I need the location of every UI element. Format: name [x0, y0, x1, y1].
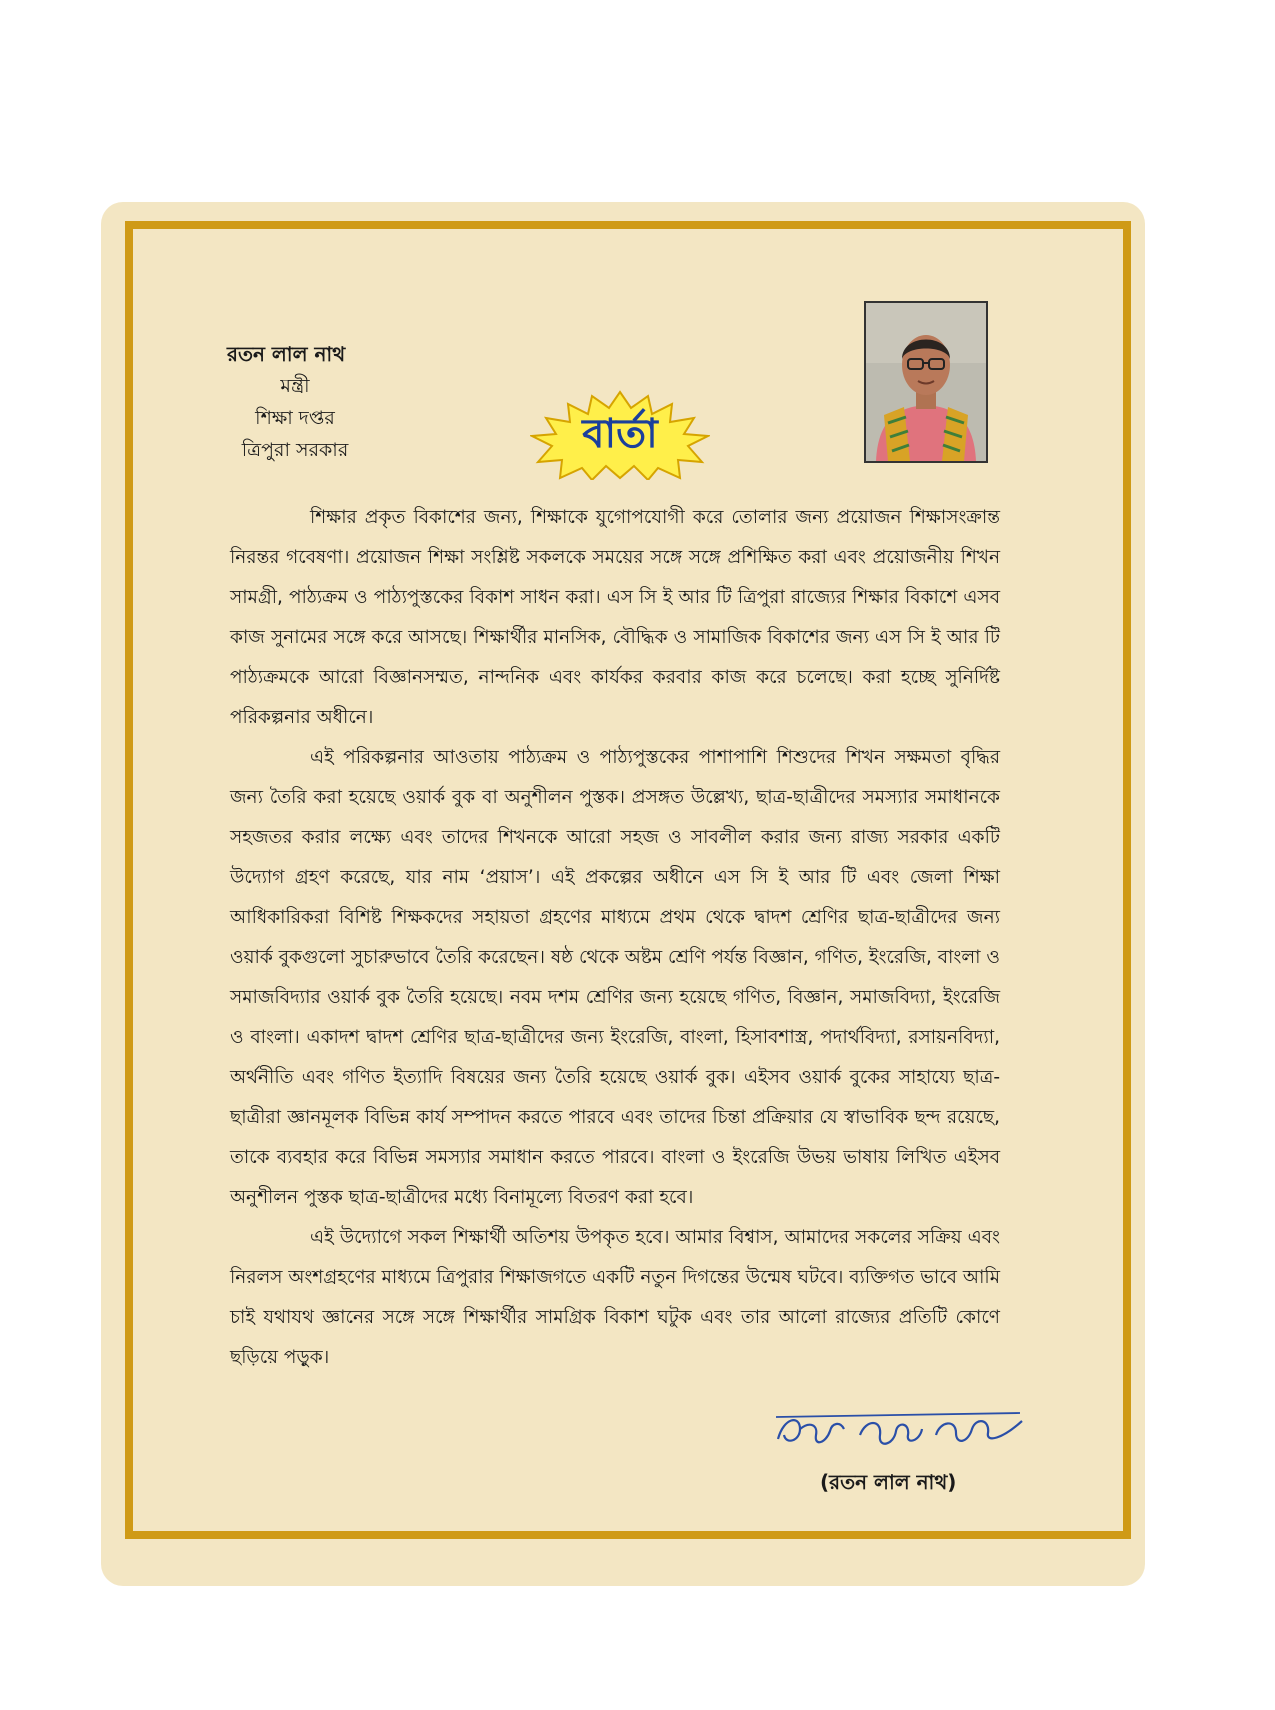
badge-label: বার্তা: [582, 409, 658, 457]
handwritten-signature: [770, 1395, 1030, 1465]
minister-name: রতন লাল নাথ: [227, 342, 346, 366]
minister-government: ত্রিপুরা সরকার: [241, 439, 349, 461]
minister-title: মন্ত্রী: [280, 375, 310, 397]
message-badge: [530, 390, 710, 480]
signatory-name: (রতন লাল নাথ): [820, 1470, 957, 1494]
paragraph-1: শিক্ষার প্রকৃত বিকাশের জন্য, শিক্ষাকে যুগোপযোগী করে তোলার জন্য প্রয়োজন শিক্ষাসংক্রান্ত নিরন্তর গবেষণা। প্রয়োজন শিক্ষা সংশ্লিষ্ট সকলকে সময়ের সঙ্গে সঙ্গে প্রশিক্ষিত করা এবং প্রয়োজনীয় শিখন সামগ্রী, পাঠ্যক্রম ও পাঠ্যপুস্তকের বিকাশ সাধন করা। এস সি ই আর টি ত্রিপুরা রাজ্যের শিক্ষার বিকাশে এসব কাজ সুনামের সঙ্গে করে আসছে। শিক্ষার্থীর মানসিক, বৌদ্ধিক ও সামাজিক বিকাশের জন্য এস সি ই আর টি পাঠ্যক্রমকে আরো বিজ্ঞানসম্মত, নান্দনিক এবং কার্যকর করবার কাজ করে চলেছে। করা হচ্ছে সুনির্দিষ্ট পরিকল্পনার অধীনে।: [230, 507, 1000, 728]
paragraph-3: এই উদ্যোগে সকল শিক্ষার্থী অতিশয় উপকৃত হবে। আমার বিশ্বাস, আমাদের সকলের সক্রিয় এবং নিরলস অংশগ্রহণের মাধ্যমে ত্রিপুরার শিক্ষাজগতে একটি নতুন দিগন্তের উন্মেষ ঘটবে। ব্যক্তিগত ভাবে আমি চাই যথাযথ জ্ঞানের সঙ্গে সঙ্গে শিক্ষার্থীর সামগ্রিক বিকাশ ঘটুক এবং তার আলো রাজ্যের প্রতিটি কোণে ছড়িয়ে পড়ুক।: [230, 1227, 1000, 1368]
minister-info: [215, 338, 375, 466]
minister-department: শিক্ষা দপ্তর: [255, 407, 335, 429]
message-body: [230, 498, 1000, 1378]
minister-photo: [864, 301, 988, 463]
paragraph-2: এই পরিকল্পনার আওতায় পাঠ্যক্রম ও পাঠ্যপুস্তকের পাশাপাশি শিশুদের শিখন সক্ষমতা বৃদ্ধির জন্য তৈরি করা হয়েছে ওয়ার্ক বুক বা অনুশীলন পুস্তক। প্রসঙ্গত উল্লেখ্য, ছাত্র-ছাত্রীদের সমস্যার সমাধানকে সহজতর করার লক্ষ্যে এবং তাদের শিখনকে আরো সহজ ও সাবলীল করার জন্য রাজ্য সরকার একটি উদ্যোগ গ্রহণ করেছে, যার নাম ‘প্রয়াস’। এই প্রকল্পের অধীনে এস সি ই আর টি এবং জেলা শিক্ষা আধিকারিকরা বিশিষ্ট শিক্ষকদের সহায়তা গ্রহণের মাধ্যমে প্রথম থেকে দ্বাদশ শ্রেণির ছাত্র-ছাত্রীদের জন্য ওয়ার্ক বুকগুলো সুচারুভাবে তৈরি করেছেন। ষষ্ঠ থেকে অষ্টম শ্রেণি পর্যন্ত বিজ্ঞান, গণিত, ইংরেজি, বাংলা ও সমাজবিদ্যার ওয়ার্ক বুক তৈরি হয়েছে। নবম দশম শ্রেণির জন্য হয়েছে গণিত, বিজ্ঞান, সমাজবিদ্যা, ইংরেজি ও বাংলা। একাদশ দ্বাদশ শ্রেণির ছাত্র-ছাত্রীদের জন্য ইংরেজি, বাংলা, হিসাবশাস্ত্র, পদার্থবিদ্যা, রসায়নবিদ্যা, অর্থনীতি এবং গণিত ইত্যাদি বিষয়ের জন্য তৈরি হয়েছে ওয়ার্ক বুক। এইসব ওয়ার্ক বুকের সাহায্যে ছাত্র-ছাত্রীরা জ্ঞানমূলক বিভিন্ন কার্য সম্পাদন করতে পারবে এবং তাদের চিন্তা প্রক্রিয়ার যে স্বাভাবিক ছন্দ রয়েছে, তাকে ব্যবহার করে বিভিন্ন সমস্যার সমাধান করতে পারবে। বাংলা ও ইংরেজি উভয় ভাষায় লিখিত এইসব অনুশীলন পুস্তক ছাত্র-ছাত্রীদের মধ্যে বিনামূল্যে বিতরণ করা হবে।: [230, 747, 1000, 1208]
